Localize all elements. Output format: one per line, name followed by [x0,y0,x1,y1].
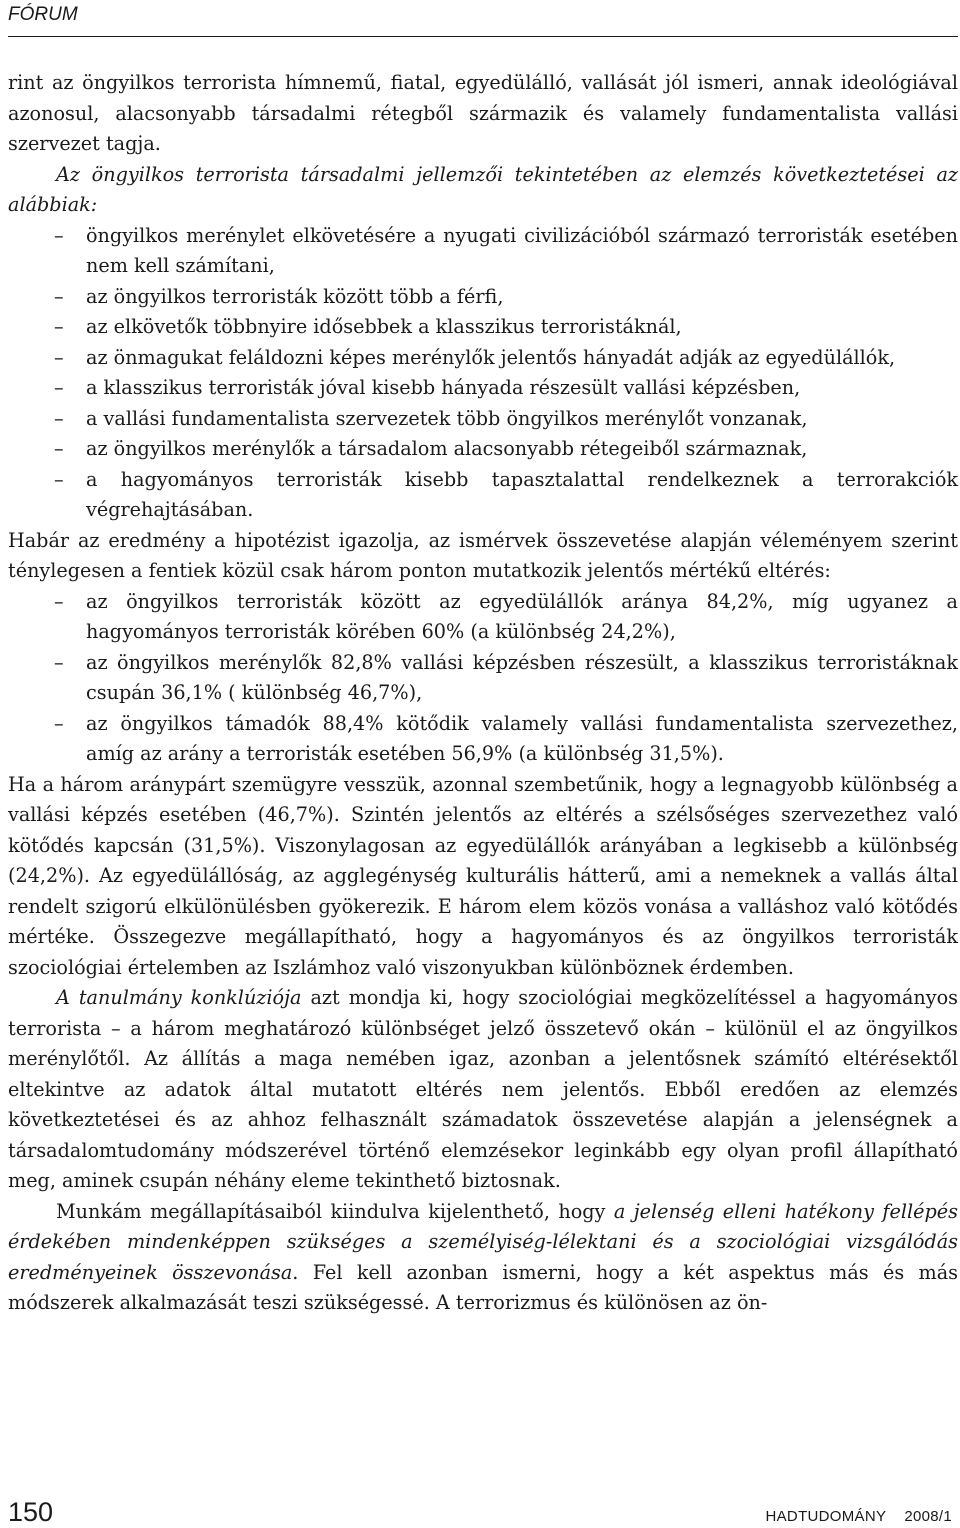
list-item: – a klasszikus terroristák jóval kisebb hányada részesült vallási képzésben, [8,373,958,404]
paragraph-6-start: Munkám megállapításaiból kiindulva kijelenthető, hogy [56,1199,614,1223]
article-body [8,68,958,1319]
list-item: – a hagyományos terroristák kisebb tapasztalattal rendelkeznek a terrorakciók végrehajtásában. [8,465,958,526]
paragraph-5 [8,983,958,1197]
list-item: – öngyilkos merénylet elkövetésére a nyugati civilizációból származó terroristák esetében nem kell számítani, [8,221,958,282]
paragraph-1: rint az öngyilkos terrorista hímnemű, fiatal, egyedülálló, vallását jól ismeri, annak ideológiával azonosul, alacsonyabb társadalmi rétegből származik és valamely fundamentalista vallási szervezet tagja. [8,71,958,155]
list-item: – az öngyilkos merénylők 82,8% vallási képzésben részesült, a klasszikus terroristáknak csupán 36,1% ( különbség 46,7%), [8,648,958,709]
list-item: – az öngyilkos terroristák között több a férfi, [8,282,958,313]
paragraph-2: Az öngyilkos terrorista társadalmi jellemzői tekintetében az elemzés következtetései az alábbiak: [8,162,958,216]
paragraph-4: Ha a három aránypárt szemügyre vesszük, azonnal szembetűnik, hogy a legnagyobb különbség a vallási képzés esetében (46,7%). Szintén jelentős az eltérés a szélsőséges szervezethez való kötődés kapcsán (31,5%). Viszonylagosan az egyedülállók arányában a legkisebb a különbség (24,2%). Az egyedülállóság, az agglegénység kulturális hátterű, ami a nemeknek a vallás által rendelt szigorú elkülönülésben gyökerezik. E három elem közös vonása a valláshoz való kötődés mértéke. Összegezve megállapítható, hogy a hagyományos és az öngyilkos terroristák szociológiai értelemben az Iszlámhoz való viszonyukban különböznek érdemben. [8,772,958,979]
list-item: – az önmagukat feláldozni képes merénylők jelentős hányadát adják az egyedülállók, [8,343,958,374]
list-item: – a vallási fundamentalista szervezetek több öngyilkos merénylőt vonzanak, [8,404,958,435]
list-item: – az öngyilkos terroristák között az egyedülállók aránya 84,2%, míg ugyanez a hagyományos terroristák körében 60% (a különbség 24,2%), [8,587,958,648]
paragraph-3: Habár az eredmény a hipotézist igazolja, az ismérvek összevetése alapján véleményem szerint ténylegesen a fentiek közül csak három ponton mutatkozik jelentős mértékű eltérés: [8,528,958,582]
paragraph-6 [8,1197,958,1319]
header-divider [8,36,958,37]
journal-footer [748,1508,953,1525]
characteristics-list [8,221,958,526]
journal-issue: 2008/1 [904,1508,952,1525]
section-header: FÓRUM [8,4,78,25]
paragraph-6-rest: . Fel kell azonban ismerni, hogy a két aspektus más és más módszerek alkalmazását teszi szükségessé. A terrorizmus és különösen az ön- [8,1260,959,1314]
list-item: – az öngyilkos támadók 88,4% kötődik valamely vallási fundamentalista szervezethez, amíg az arány a terroristák esetében 56,9% (a különbség 31,5%). [8,709,958,770]
page-number: 150 [8,1497,54,1527]
paragraph-6-emphasis: a jelenség elleni hatékony fellépés érdekében mindenképpen szükséges a személyiség-lélektani és a szociológiai vizsgálódás eredményeinek összevonása [8,1199,958,1284]
list-item: – az öngyilkos merénylők a társadalom alacsonyabb rétegeiből származnak, [8,434,958,465]
conclusion-text: azt mondja ki, hogy szociológiai megközelítéssel a hagyományos terrorista – a három meghatározó különbséget jelző összetevő okán – különül el az öngyilkos merénylőtől. Az állítás a maga nemében igaz, azonban a jelentősnek számító eltérésektől eltekintve az adatok által mutatott eltérés nem jelentős. Ebből eredően az elemzés következtetései és az ahhoz felhasznált számadatok összevetése alapján a jelenségnek a társadalomtudomány módszerével történő elemzésekor leginkább egy olyan profil állapítható meg, aminek csupán néhány eleme tekinthető biztosnak. [8,986,958,1192]
conclusion-lead: A tanulmány konklúziója [56,986,302,1009]
journal-name: HADTUDOMÁNY [765,1508,887,1525]
list-item: – az elkövetők többnyire idősebbek a klasszikus terroristáknál, [8,312,958,343]
differences-list [8,587,958,770]
